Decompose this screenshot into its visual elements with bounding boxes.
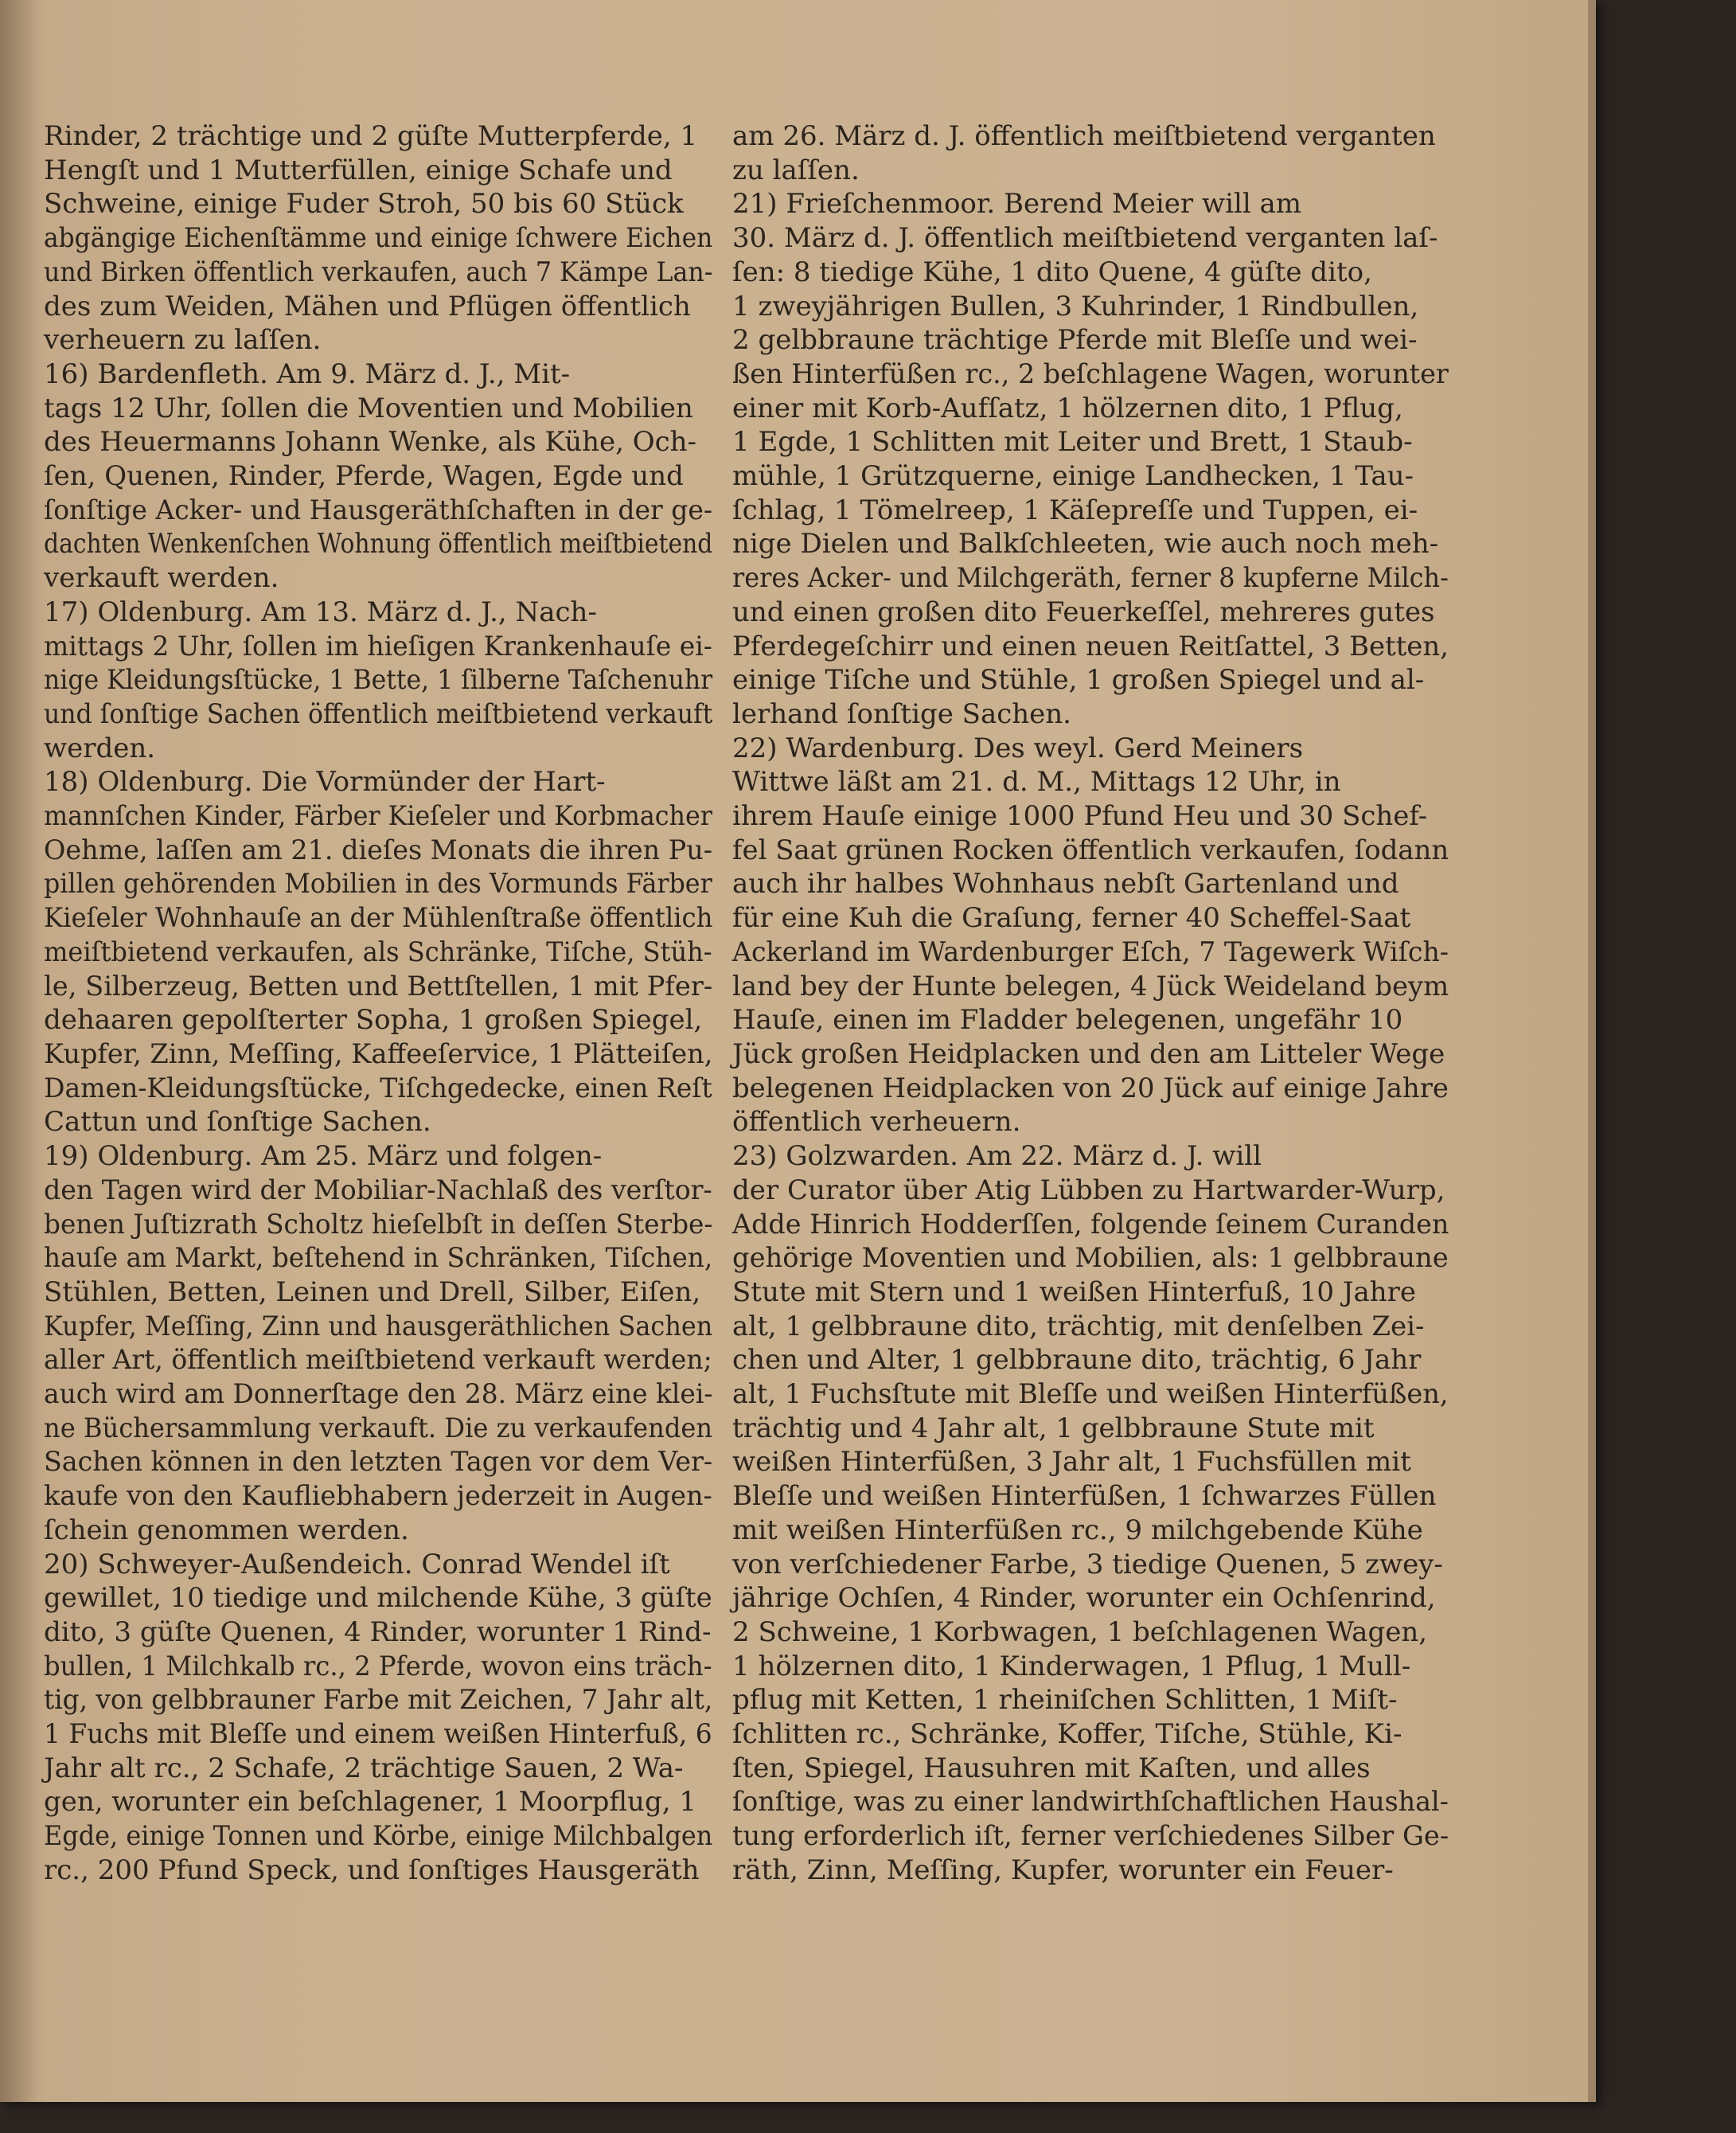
text-line: ſchlag, 1 Tömelreep, 1 Käſepreſſe und Tuppen, ei- (732, 494, 1418, 526)
text-line: 1 Egde, 1 Schlitten mit Leiter und Brett, 1 Staub- (732, 426, 1413, 459)
text-line: bullen, 1 Milchkalb rc., 2 Pferde, wovon eins träch- (44, 1650, 712, 1682)
text-line: benen Juſtizrath Scholtz hieſelbſt in deſſen Sterbe- (44, 1208, 713, 1240)
text-line: gen, worunter ein beſchlagener, 1 Moorpflug, 1 (44, 1786, 696, 1819)
text-line: reres Acker- und Milchgeräth, ferner 8 kupferne Milch- (732, 562, 1449, 595)
text-line: Sachen können in den letzten Tagen vor dem Ver- (44, 1446, 713, 1479)
text-line: Schweine, einige Fuder Stroh, 50 bis 60 Stück (44, 188, 684, 221)
text-line: trächtig und 4 Jahr alt, 1 gelbbraune Stute mit (732, 1412, 1375, 1444)
text-line: Ackerland im Wardenburger Eſch, 7 Tagewerk Wiſch- (732, 936, 1449, 968)
text-line: 1 zweyjährigen Bullen, 3 Kuhrinder, 1 Rindbullen, (732, 290, 1419, 322)
text-line: meiſtbietend verkaufen, als Schränke, Tiſche, Stüh- (44, 936, 712, 968)
text-line: mühle, 1 Grützquerne, einige Landhecken, 1 Tau- (732, 460, 1414, 493)
text-line: auch wird am Donnerſtage den 28. März eine klei- (44, 1378, 713, 1411)
text-line: 22) Wardenburg. Des weyl. Gerd Meiners (732, 732, 1304, 764)
text-line: ne Büchersammlung verkauft. Die zu verkaufenden (44, 1412, 713, 1444)
text-line: Rinder, 2 trächtige und 2 güſte Mutterpferde, 1 (44, 120, 698, 152)
text-line: Cattun und ſonſtige Sachen. (44, 1106, 431, 1139)
text-line: 16) Bardenfleth. Am 9. März d. J., Mit- (44, 357, 571, 390)
text-line: nige Dielen und Balkſchleeten, wie auch noch meh- (732, 528, 1439, 561)
text-line: 30. März d. J. öffentlich meiſtbietend verganten laſ- (732, 222, 1438, 255)
text-line: Egde, einige Tonnen und Körbe, einige Milchbalgen (44, 1820, 713, 1853)
text-line: lerhand ſonſtige Sachen. (732, 697, 1071, 730)
text-line: tags 12 Uhr, ſollen die Moventien und Mobilien (44, 392, 693, 424)
text-line: 18) Oldenburg. Die Vormünder der Hart- (44, 766, 606, 799)
page-fold-shadow (0, 0, 38, 2102)
text-line: und Birken öffentlich verkaufen, auch 7 Kämpe Lan- (44, 256, 713, 288)
text-line: tung erforderlich iſt, ferner verſchiedenes Silber Ge- (732, 1820, 1449, 1853)
text-line: Adde Hinrich Hodderſſen, folgende ſeinem Curanden (732, 1208, 1449, 1240)
text-line: ſten, Spiegel, Hausuhren mit Kaſten, und alles (732, 1752, 1371, 1784)
text-line: 1 Fuchs mit Bleſſe und einem weißen Hinterfuß, 6 (44, 1718, 712, 1751)
text-line: und einen großen dito Feuerkeſſel, mehreres gutes (732, 596, 1435, 628)
text-line: dachten Wenkenſchen Wohnung öffentlich meiſtbietend (44, 528, 713, 561)
text-line: werden. (44, 732, 156, 764)
text-line: dito, 3 güſte Quenen, 4 Rinder, worunter 1 Rind- (44, 1615, 712, 1648)
text-line: belegenen Heidplacken von 20 Jück auf einige Jahre (732, 1072, 1449, 1104)
text-line: ihrem Hauſe einige 1000 Pfund Heu und 30 Schef- (732, 800, 1428, 833)
text-line: ſchlitten rc., Schränke, Koffer, Tiſche, Stühle, Ki- (732, 1718, 1402, 1751)
text-line: ſen: 8 tiedige Kühe, 1 dito Quene, 4 güſte dito, (732, 256, 1372, 288)
text-line: mittags 2 Uhr, ſollen im hieſigen Krankenhauſe ei- (44, 630, 712, 662)
text-line: 19) Oldenburg. Am 25. März und folgen- (44, 1140, 603, 1173)
text-line: rc., 200 Pfund Speck, und ſonſtiges Hausgeräth (44, 1854, 700, 1886)
text-line: von verſchiedener Farbe, 3 tiedige Quenen, 5 zwey- (732, 1548, 1443, 1580)
text-line: mit weißen Hinterfüßen rc., 9 milchgebende Kühe (732, 1514, 1423, 1546)
text-line: Stühlen, Betten, Leinen und Drell, Silber, Eiſen, (44, 1276, 701, 1308)
text-line: für eine Kuh die Graſung, ferner 40 Scheffel-Saat (732, 902, 1411, 935)
text-line: ſen, Quenen, Rinder, Pferde, Wagen, Egde und (44, 460, 684, 493)
text-line: zu laſſen. (732, 154, 860, 186)
left-text-column (44, 119, 712, 1888)
text-line: 2 gelbbraune trächtige Pferde mit Bleſſe und wei- (732, 324, 1418, 357)
text-line: und ſonſtige Sachen öffentlich meiſtbietend verkauft (44, 697, 713, 730)
text-line: mannſchen Kinder, Färber Kieſeler und Korbmacher (44, 800, 712, 833)
text-line: alt, 1 gelbbraune dito, trächtig, mit denſelben Zei- (732, 1310, 1425, 1342)
text-line: Jahr alt rc., 2 Schafe, 2 trächtige Sauen, 2 Wa- (44, 1752, 684, 1784)
text-line: aller Art, öffentlich meiſtbietend verkauft werden; (44, 1344, 712, 1377)
text-line: ſonſtige Acker- und Hausgeräthſchaften in der ge- (44, 494, 713, 526)
text-line: tig, von gelbbrauner Farbe mit Zeichen, 7 Jahr alt, (44, 1684, 713, 1717)
text-line: le, Silberzeug, Betten und Bettſtellen, 1 mit Pfer- (44, 970, 713, 1002)
text-line: am 26. März d. J. öffentlich meiſtbietend verganten (732, 120, 1436, 152)
text-line: öffentlich verheuern. (732, 1106, 1021, 1139)
text-line: Hengſt und 1 Mutterfüllen, einige Schafe und (44, 154, 673, 186)
text-line: 21) Frieſchenmoor. Berend Meier will am (732, 188, 1302, 221)
text-line: verheuern zu laſſen. (44, 324, 322, 357)
text-line: Oehme, laſſen am 21. dieſes Monats die ihren Pu- (44, 834, 712, 866)
text-line: 1 hölzernen dito, 1 Kinderwagen, 1 Pflug, 1 Mull- (732, 1650, 1411, 1682)
text-line: Bleſſe und weißen Hinterfüßen, 1 ſchwarzes Füllen (732, 1480, 1437, 1513)
text-line: 17) Oldenburg. Am 13. März d. J., Nach- (44, 596, 597, 628)
text-line: ſchein genommen werden. (44, 1514, 409, 1546)
text-line: Damen-Kleidungsſtücke, Tiſchgedecke, einen Reſt (44, 1072, 712, 1104)
text-line: pflug mit Ketten, 1 rheiniſchen Schlitten, 1 Miſt- (732, 1684, 1398, 1717)
text-line: den Tagen wird der Mobiliar-Nachlaß des verſtor- (44, 1174, 712, 1206)
text-line: kaufe von den Kaufliebhabern jederzeit in Augen- (44, 1480, 712, 1513)
right-text-column (732, 119, 1449, 1888)
text-line: dehaaren gepolſterter Sopha, 1 großen Spiegel, (44, 1004, 703, 1037)
text-line: ſonſtige, was zu einer landwirthſchaftlichen Haushal- (732, 1786, 1449, 1819)
text-line: räth, Zinn, Meſſing, Kupfer, worunter ein Feuer- (732, 1854, 1394, 1886)
text-line: abgängige Eichenſtämme und einige ſchwere Eichen (44, 222, 713, 255)
text-line: 23) Golzwarden. Am 22. März d. J. will (732, 1140, 1262, 1173)
text-line: pillen gehörenden Mobilien in des Vormunds Färber (44, 868, 712, 900)
text-line: alt, 1 Fuchsſtute mit Bleſſe und weißen Hinterfüßen, (732, 1378, 1449, 1411)
text-line: hauſe am Markt, beſtehend in Schränken, Tiſchen, (44, 1242, 713, 1275)
text-line: 20) Schweyer-Außendeich. Conrad Wendel iſt (44, 1548, 670, 1580)
text-line: land bey der Hunte belegen, 4 Jück Weideland beym (732, 970, 1449, 1002)
text-line: 2 Schweine, 1 Korbwagen, 1 beſchlagenen Wagen, (732, 1615, 1428, 1648)
text-line: fel Saat grünen Rocken öffentlich verkaufen, ſodann (732, 834, 1449, 866)
text-line: Wittwe läßt am 21. d. M., Mittags 12 Uhr, in (732, 766, 1341, 799)
text-line: auch ihr halbes Wohnhaus nebſt Gartenland und (732, 868, 1399, 900)
text-line: weißen Hinterfüßen, 3 Jahr alt, 1 Fuchsfüllen mit (732, 1446, 1411, 1479)
text-line: des Heuermanns Johann Wenke, als Kühe, Och- (44, 426, 697, 459)
text-line: Hauſe, einen im Fladder belegenen, ungefähr 10 (732, 1004, 1403, 1037)
text-line: einige Tiſche und Stühle, 1 großen Spiegel und al- (732, 664, 1425, 697)
text-line: nige Kleidungsſtücke, 1 Bette, 1 ſilberne Taſchenuhr (44, 664, 713, 697)
text-line: chen und Alter, 1 gelbbraune dito, trächtig, 6 Jahr (732, 1344, 1422, 1377)
text-line: jährige Ochſen, 4 Rinder, worunter ein Ochſenrind, (732, 1582, 1436, 1615)
text-line: Pferdegeſchirr und einen neuen Reitſattel, 3 Betten, (732, 630, 1449, 662)
text-line: der Curator über Atig Lübben zu Hartwarder-Wurp, (732, 1174, 1445, 1206)
text-line: Kupfer, Zinn, Meſſing, Kaffeeſervice, 1 Plätteiſen, (44, 1037, 713, 1070)
text-line: des zum Weiden, Mähen und Pflügen öffentlich (44, 290, 691, 322)
text-line: gewillet, 10 tiedige und milchende Kühe, 3 güſte (44, 1582, 712, 1615)
text-line: Stute mit Stern und 1 weißen Hinterfuß, 10 Jahre (732, 1276, 1417, 1308)
text-line: einer mit Korb-Aufſatz, 1 hölzernen dito, 1 Pflug, (732, 392, 1403, 424)
text-line: ßen Hinterfüßen rc., 2 beſchlagene Wagen, worunter (732, 357, 1449, 390)
text-line: Kieſeler Wohnhauſe an der Mühlenſtraße öffentlich (44, 902, 713, 935)
text-line: verkauft werden. (44, 562, 279, 595)
text-line: Kupfer, Meſſing, Zinn und hausgeräthlichen Sachen (44, 1310, 713, 1342)
text-line: gehörige Moventien und Mobilien, als: 1 gelbbraune (732, 1242, 1449, 1275)
text-line: Jück großen Heidplacken und den am Litteler Wege (732, 1037, 1445, 1070)
